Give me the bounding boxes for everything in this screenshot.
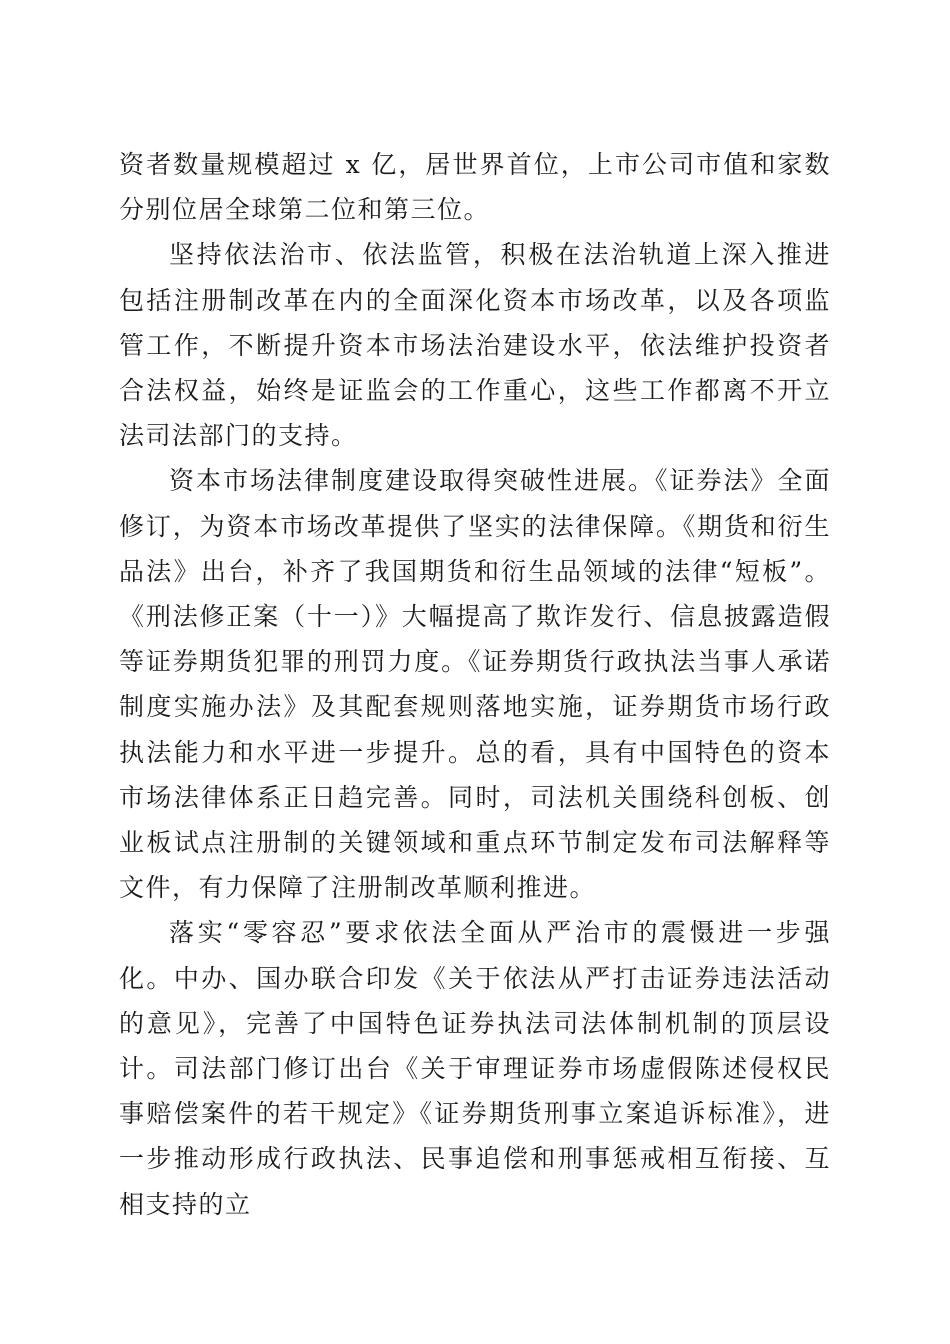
paragraph-4: 落实“零容忍”要求依法全面从严治市的震慑进一步强化。中办、国办联合印发《关于依法从严打击证券违法活动的意见》，完善了中国特色证券执法司法体制机制的顶层设计。司法部门修订出台《关于审理证券市场虚假陈述侵权民事赔偿案件的若干规定》《证券期货刑事立案追诉标准》，进一步推动形成行政执法、民事追偿和刑事惩戒相互衔接、互相支持的立	[119, 918, 831, 1219]
paragraph-1: 资者数量规模超过 x 亿，居世界首位，上市公司市值和家数分别位居全球第二位和第三位。	[119, 150, 831, 225]
document-body	[119, 142, 831, 1227]
paragraph-2: 坚持依法治市、依法监管，积极在法治轨道上深入推进包括注册制改革在内的全面深化资本市场改革，以及各项监管工作，不断提升资本市场法治建设水平，依法维护投资者合法权益，始终是证监会的工作重心，这些工作都离不开立法司法部门的支持。	[119, 240, 831, 451]
paragraph-3: 资本市场法律制度建设取得突破性进展。《证券法》全面修订，为资本市场改革提供了坚实的法律保障。《期货和衍生品法》出台，补齐了我国期货和衍生品领域的法律“短板”。《刑法修正案（十一）》大幅提高了欺诈发行、信息披露造假等证券期货犯罪的刑罚力度。《证券期货行政执法当事人承诺制度实施办法》及其配套规则落地实施，证券期货市场行政执法能力和水平进一步提升。总的看，具有中国特色的资本市场法律体系正日趋完善。同时，司法机关围绕科创板、创业板试点注册制的关键领域和重点环节制定发布司法解释等文件，有力保障了注册制改革顺利推进。	[119, 466, 831, 903]
